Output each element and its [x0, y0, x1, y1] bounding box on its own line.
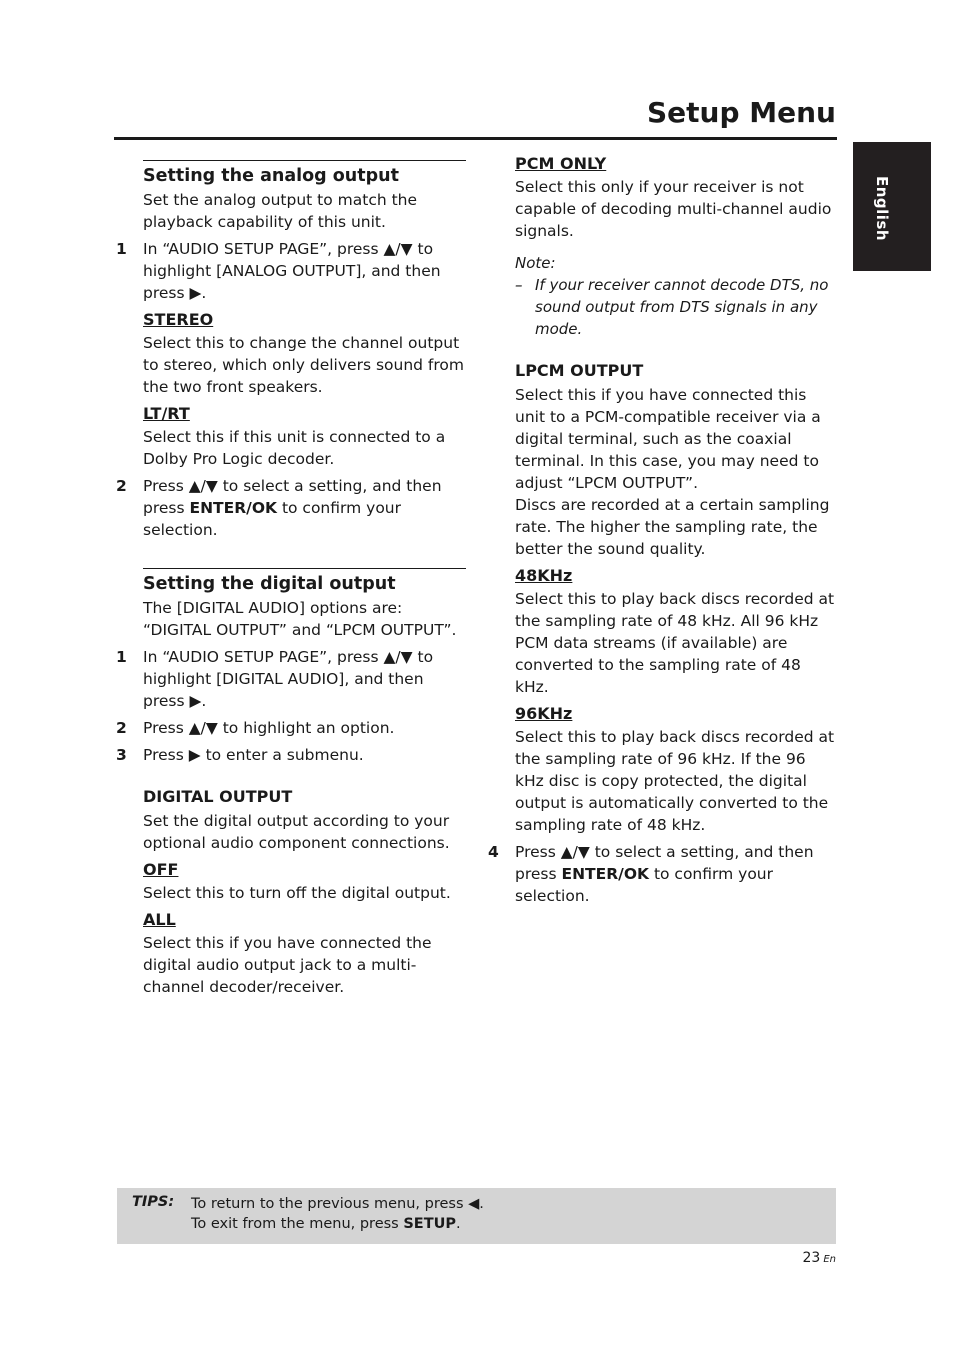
tips-line-2: To exit from the menu, press SETUP. — [191, 1216, 461, 1232]
tips-text — [191, 1194, 484, 1234]
note-item — [515, 274, 838, 340]
digital-step-1 — [116, 646, 466, 712]
option-all-label: ALL — [143, 910, 176, 929]
analog-step-1 — [116, 238, 466, 304]
digital-step-4 — [488, 841, 838, 907]
language-tab-label: English — [873, 176, 891, 242]
analog-output-intro: Set the analog output to match the playback capability of this unit. — [143, 191, 418, 231]
step-text: Press ▶ to enter a submenu. — [143, 746, 364, 764]
tips-box — [117, 1188, 836, 1244]
digital-output-intro: The [DIGITAL AUDIO] options are: “DIGITAL OUTPUT” and “LPCM OUTPUT”. — [143, 599, 457, 639]
page-title: Setup Menu — [647, 96, 836, 129]
option-96khz-desc: Select this to play back discs recorded at the sampling rate of 96 kHz. If the 96 kHz disc is copy protected, the digital output is automatically converted to the sampling rate of 48 kHz. — [515, 728, 835, 834]
lpcm-output-desc-2: Discs are recorded at a certain sampling rate. The higher the sampling rate, the better the sound quality. — [515, 496, 830, 558]
page-language: En — [823, 1254, 836, 1265]
lpcm-output-heading: LPCM OUTPUT — [515, 361, 644, 380]
option-off-label: OFF — [143, 860, 179, 879]
step-number: 4 — [488, 843, 499, 861]
step-number: 2 — [116, 719, 127, 737]
option-48khz-label: 48KHz — [515, 566, 573, 585]
step-text: Press ▲/▼ to select a setting, and then press ENTER/OK to confirm your selection. — [143, 477, 442, 539]
enter-ok-key: ENTER/OK — [561, 865, 650, 883]
left-column — [116, 160, 466, 998]
step-text: In “AUDIO SETUP PAGE”, press ▲/▼ to highlight [DIGITAL AUDIO], and then press ▶. — [143, 648, 434, 710]
step-number: 2 — [116, 477, 127, 495]
analog-step-2 — [116, 475, 466, 541]
step-text: In “AUDIO SETUP PAGE”, press ▲/▼ to highlight [ANALOG OUTPUT], and then press ▶. — [143, 240, 441, 302]
analog-output-heading: Setting the analog output — [143, 160, 466, 189]
digital-step-2 — [116, 717, 466, 739]
page-number: 23 En — [802, 1250, 836, 1266]
option-96khz-label: 96KHz — [515, 704, 573, 723]
note-dash: – — [515, 276, 523, 294]
option-pcm-only-desc: Select this only if your receiver is not capable of decoding multi-channel audio signals. — [515, 178, 832, 240]
step-number: 1 — [116, 648, 127, 666]
tips-label: TIPS: — [132, 1194, 175, 1210]
right-column — [488, 152, 838, 907]
enter-ok-key: ENTER/OK — [189, 499, 278, 517]
lpcm-output-desc: Select this if you have connected this unit to a PCM-compatible receiver via a digital terminal, such as the coaxial terminal. In this case, you may need to adjust “LPCM OUTPUT”. — [515, 386, 821, 492]
option-48khz-desc: Select this to play back discs recorded at the sampling rate of 48 kHz. All 96 kHz PCM data streams (if available) are converted to the sampling rate of 48 kHz. — [515, 590, 835, 696]
step-number: 3 — [116, 746, 127, 764]
tips-line-1: To return to the previous menu, press ◀. — [191, 1196, 484, 1212]
option-pcm-only-label: PCM ONLY — [515, 154, 607, 173]
title-rule — [114, 137, 837, 140]
option-stereo-label: STEREO — [143, 310, 214, 329]
note-text: If your receiver cannot decode DTS, no sound output from DTS signals in any mode. — [535, 276, 829, 338]
note-label: Note: — [515, 254, 556, 272]
option-ltrt-label: LT/RT — [143, 404, 190, 423]
digital-output-subheading: DIGITAL OUTPUT — [143, 787, 293, 806]
step-text: Press ▲/▼ to highlight an option. — [143, 719, 395, 737]
option-stereo-desc: Select this to change the channel output to stereo, which only delivers sound from the two front speakers. — [143, 334, 464, 396]
digital-step-3 — [116, 744, 466, 766]
step-number: 1 — [116, 240, 127, 258]
option-off-desc: Select this to turn off the digital output. — [143, 884, 451, 902]
digital-output-desc: Set the digital output according to your optional audio component connections. — [143, 812, 450, 852]
step-text: Press ▲/▼ to select a setting, and then press ENTER/OK to confirm your selection. — [515, 843, 814, 905]
option-ltrt-desc: Select this if this unit is connected to a Dolby Pro Logic decoder. — [143, 428, 446, 468]
setup-key: SETUP — [403, 1216, 456, 1232]
option-all-desc: Select this if you have connected the digital audio output jack to a multi-channel decoder/receiver. — [143, 934, 432, 996]
language-tab — [853, 142, 931, 271]
digital-output-heading: Setting the digital output — [143, 568, 466, 597]
